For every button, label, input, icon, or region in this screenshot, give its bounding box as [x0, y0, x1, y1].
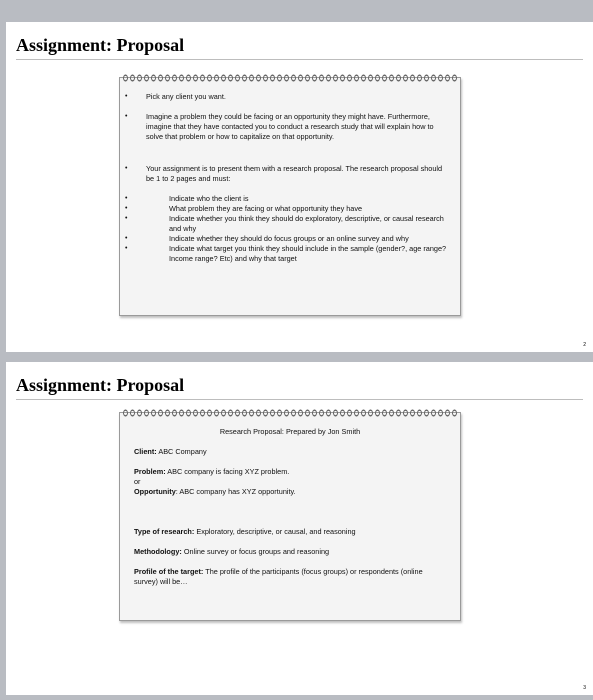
title-divider [16, 399, 583, 400]
list-item [125, 234, 448, 244]
slide-2 [6, 22, 593, 352]
list-item-text: What problem they are facing or what opportunity they have [169, 204, 363, 213]
slide-3 [6, 362, 593, 695]
list-item [125, 204, 448, 214]
bullet-icon: • [125, 215, 128, 222]
methodology-label: Methodology: [134, 547, 182, 556]
problem-value: ABC company is facing XYZ problem. [167, 467, 290, 476]
list-item-text: Indicate whether you think they should do exploratory, descriptive, or causal research and why [169, 214, 444, 233]
slide-number: 2 [583, 342, 586, 348]
proposal-heading: Research Proposal: Prepared by Jon Smith [219, 427, 361, 436]
notepad-content [120, 92, 460, 264]
list-item [125, 214, 448, 234]
bullet-icon: • [125, 165, 128, 172]
slide-number: 3 [583, 685, 586, 691]
list-item [125, 244, 448, 264]
or-text: or [134, 477, 141, 486]
spiral-binding-icon [122, 73, 458, 83]
problem-line [134, 467, 446, 477]
opportunity-value: : ABC company has XYZ opportunity. [175, 487, 296, 496]
research-value: Exploratory, descriptive, or causal, and reasoning [196, 527, 356, 536]
notepad-content [120, 427, 460, 587]
client-line [134, 447, 446, 457]
bullet-icon: • [125, 195, 128, 202]
list-item-text: Indicate what target you think they should include in the sample (gender?, age range? Income range? Etc) and why that target [169, 244, 447, 263]
slide-title: Assignment: Proposal [16, 375, 185, 395]
title-divider [16, 59, 583, 60]
spiral-binding-icon [122, 408, 458, 418]
problem-label: Problem: [134, 467, 166, 476]
list-item [125, 164, 448, 184]
list-item-text: Indicate who the client is [169, 194, 249, 203]
methodology-value: Online survey or focus groups and reasoning [183, 547, 330, 556]
list-item [125, 112, 448, 142]
list-item [125, 194, 448, 204]
profile-label: Profile of the target: [134, 567, 204, 576]
slide-title: Assignment: Proposal [16, 35, 185, 55]
list-item-text: Indicate whether they should do focus groups or an online survey and why [169, 234, 409, 243]
opportunity-line [134, 487, 446, 497]
list-item-text: Your assignment is to present them with a research proposal. The research proposal should be 1 to 2 pages and must: [146, 164, 443, 183]
methodology-line [134, 547, 446, 557]
list-item-text: Pick any client you want. [146, 92, 226, 101]
bullet-icon: • [125, 235, 128, 242]
client-value: ABC Company [158, 447, 207, 456]
profile-line [134, 567, 446, 587]
bullet-icon: • [125, 113, 128, 120]
list-item-text: Imagine a problem they could be facing or an opportunity they might have. Furthermore, imagine that they have contacted you to conduct a research study that will explain how to solve that problem or how to capitalize on that opportunity. [146, 112, 434, 141]
client-label: Client: [134, 447, 157, 456]
notepad [119, 412, 461, 621]
notepad [119, 77, 461, 316]
list-item [125, 92, 448, 102]
bullet-icon: • [125, 245, 128, 252]
bullet-icon: • [125, 93, 128, 100]
research-label: Type of research: [134, 527, 195, 536]
research-line [134, 527, 446, 537]
profile-value: The profile of the participants (focus groups) or respondents (online survey) will be… [134, 567, 423, 586]
bullet-icon: • [125, 205, 128, 212]
opportunity-label: Opportunity [134, 487, 176, 496]
